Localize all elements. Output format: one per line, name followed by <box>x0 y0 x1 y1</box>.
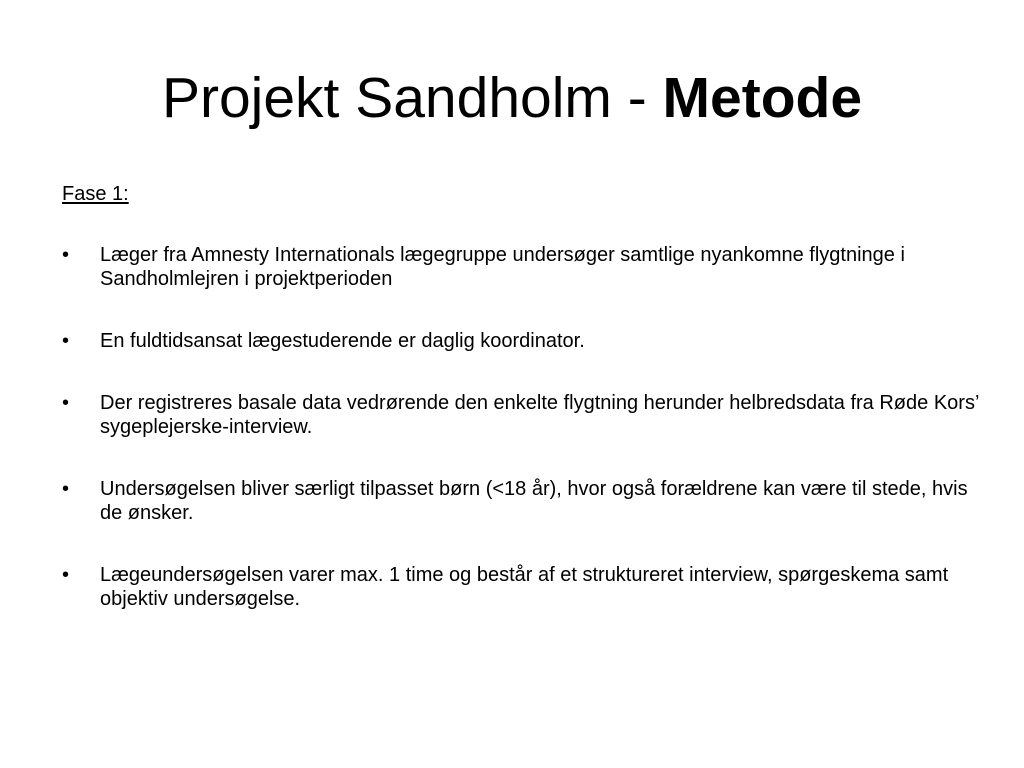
bullet-text: En fuldtidsansat lægestuderende er daglig koordinator. <box>100 330 585 352</box>
bullet-text: Lægeundersøgelsen varer max. 1 time og består af et struktureret interview, spørgeskema samt objektiv undersøgelse. <box>100 564 949 610</box>
bullet-list <box>62 243 982 649</box>
slide-title-regular: Projekt Sandholm - <box>161 66 663 131</box>
bullet-marker: • <box>62 244 70 266</box>
bullet-marker: • <box>62 478 70 500</box>
bullet-item <box>62 391 982 439</box>
bullet-item <box>62 329 982 353</box>
bullet-item <box>62 563 982 611</box>
bullet-marker: • <box>62 392 70 414</box>
bullet-item <box>62 243 982 291</box>
slide-title-bold: Metode <box>662 66 863 131</box>
bullet-text: Læger fra Amnesty Internationals lægegruppe undersøger samtlige nyankomne flygtninge i Sandholmlejren i projektperioden <box>100 244 905 290</box>
slide-title <box>0 62 1024 134</box>
section-label: Fase 1: <box>62 183 129 205</box>
bullet-text: Undersøgelsen bliver særligt tilpasset børn (<18 år), hvor også forældrene kan være til stede, hvis de ønsker. <box>100 478 968 524</box>
bullet-marker: • <box>62 330 70 352</box>
bullet-item <box>62 477 982 525</box>
bullet-text: Der registreres basale data vedrørende den enkelte flygtning herunder helbredsdata fra Røde Kors’ sygeplejerske-interview. <box>100 392 979 438</box>
bullet-marker: • <box>62 564 70 586</box>
